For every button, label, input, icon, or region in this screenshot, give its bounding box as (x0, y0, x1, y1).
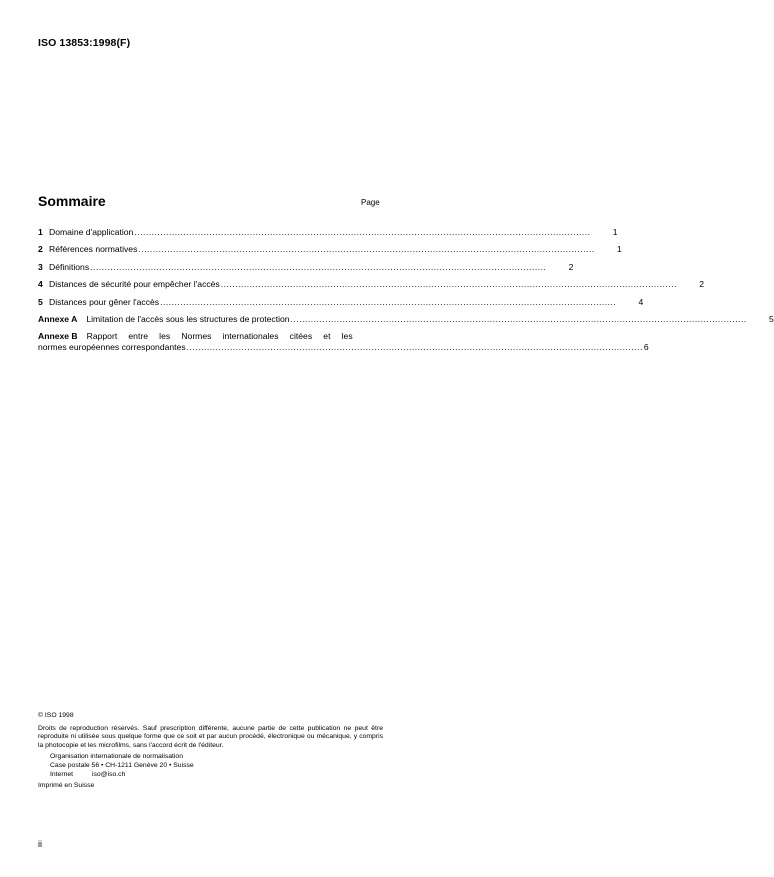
org-contact (38, 771, 383, 780)
toc-entry-page: 2 (568, 261, 574, 272)
toc-entry-text-line1: Rapport entre les Normes internationales citées et les (86, 331, 353, 342)
toc-entry-text: Limitation de l'accès sous les structures de protection (86, 313, 290, 324)
copyright-notice: © ISO 1998 (38, 712, 74, 719)
toc-entry-number: Annexe B (38, 331, 78, 342)
toc-entry-number: 1 (38, 227, 43, 237)
toc-entry-3[interactable] (38, 261, 574, 273)
toc-entry-number: 2 (38, 244, 43, 255)
toc-leader-dots (90, 262, 546, 273)
printed-in: Imprimé en Suisse (38, 782, 95, 790)
toc-entry-text-line2: normes européennes correspondantes (38, 342, 186, 353)
toc-entry-annex-b[interactable] (38, 331, 649, 353)
toc-entry-page: 6 (643, 342, 649, 353)
toc-entry-text: Domaine d'application (49, 227, 134, 237)
page-number: ii (38, 839, 42, 849)
toc-entry-page: 5 (769, 313, 774, 324)
toc-entry-number: Annexe A (38, 313, 78, 324)
toc-page-label: Page (361, 198, 380, 207)
toc-entry-text: Distances pour gêner l'accès (49, 296, 160, 307)
toc-entry-4[interactable] (38, 279, 704, 290)
toc-entry-text: Distances de sécurité pour empêcher l'accès (49, 279, 220, 290)
document-id: ISO 13853:1998(F) (38, 37, 131, 49)
toc-entry-text: Références normatives (49, 244, 138, 255)
rights-statement: Droits de reproduction réservés. Sauf prescription différente, aucune partie de cette publication ne peut être reproduite ni utilisée sous quelque forme que ce soit et par aucun procédé, électronique ou mécanique, y compris la photocopie et les microfilms, sans l'accord écrit de l'éditeur. (38, 724, 383, 749)
toc-entry-number: 3 (38, 261, 43, 272)
toc-leader-dots (134, 227, 590, 238)
org-name: Organisation internationale de normalisation (50, 753, 183, 761)
toc-entry-page: 4 (638, 296, 644, 307)
toc-entry-page: 2 (699, 279, 704, 290)
org-address: Case postale 56 • CH-1211 Genève 20 • Suisse (50, 761, 194, 769)
toc-leader-dots (221, 279, 677, 290)
toc-entry-annex-a[interactable] (38, 313, 774, 325)
toc-entry-2[interactable] (38, 244, 622, 255)
toc-title: Sommaire (38, 193, 106, 209)
toc-entry-text: Définitions (49, 261, 90, 272)
toc-entry-1[interactable] (38, 227, 618, 238)
table-of-contents (38, 227, 774, 360)
toc-leader-dots (160, 297, 616, 308)
toc-entry-page: 1 (616, 244, 622, 255)
email-link[interactable]: iso@iso.ch (92, 770, 126, 778)
internet-label: Internet (50, 770, 74, 778)
toc-leader-dots (291, 314, 747, 325)
toc-entry-5[interactable] (38, 296, 644, 308)
toc-leader-dots (187, 342, 643, 353)
toc-entry-page: 1 (612, 227, 618, 237)
copyright-block (38, 712, 383, 791)
toc-leader-dots (138, 244, 594, 255)
toc-entry-number: 4 (38, 279, 43, 290)
toc-entry-number: 5 (38, 296, 43, 307)
